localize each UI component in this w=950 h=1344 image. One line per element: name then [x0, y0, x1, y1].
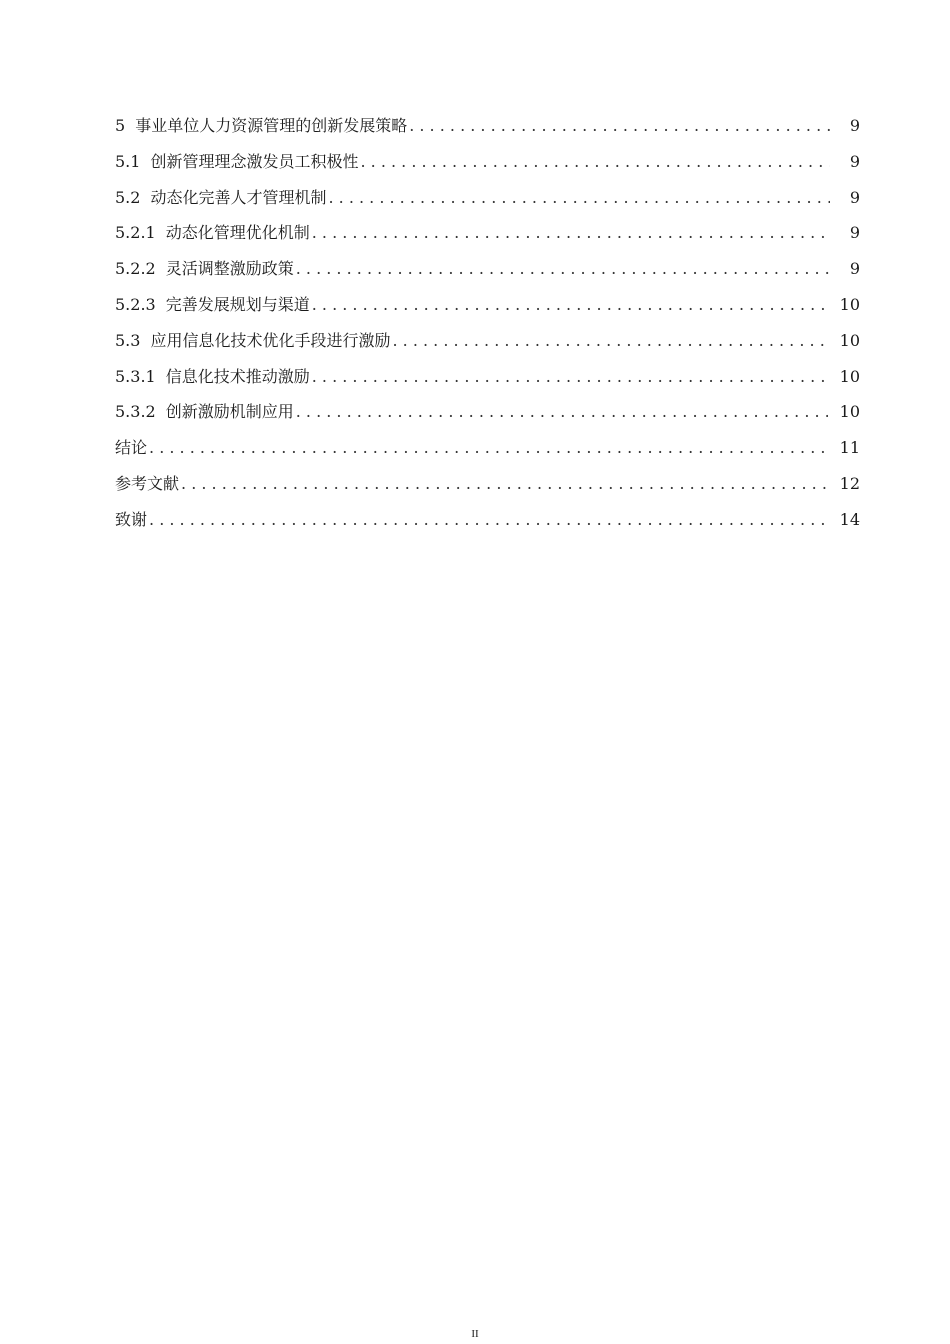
toc-entry-page: 9 [849, 116, 860, 135]
table-of-contents [115, 118, 860, 548]
page-number: II [471, 1328, 479, 1340]
toc-entry-title: 动态化完善人才管理机制 [150, 187, 327, 207]
toc-dot-leader [328, 190, 830, 206]
toc-entry-title: 参考文献 [115, 473, 180, 493]
toc-dot-leader [149, 512, 828, 528]
toc-entry-number: 5.3 [115, 330, 141, 350]
toc-entry-page: 9 [849, 223, 860, 243]
toc-entry[interactable] [115, 261, 860, 297]
toc-entry-title: 结论 [115, 438, 148, 458]
toc-entry-title: 信息化技术推动激励 [165, 366, 310, 386]
toc-dot-leader [312, 225, 830, 241]
toc-entry[interactable] [115, 151, 860, 190]
toc-dot-leader [149, 440, 828, 456]
toc-entry-page: 9 [849, 151, 860, 171]
toc-entry[interactable] [115, 509, 860, 548]
toc-entry-page: 10 [839, 402, 860, 422]
toc-entry-page: 9 [849, 259, 860, 279]
toc-entry-number: 5.2 [115, 187, 141, 207]
toc-entry-number: 5.2.3 [115, 294, 156, 314]
toc-entry-title: 应用信息化技术优化手段进行激励 [150, 330, 391, 350]
toc-entry-number: 5.3.2 [115, 402, 156, 422]
toc-dot-leader [181, 476, 828, 492]
toc-entry-title: 创新管理理念激发员工积极性 [150, 151, 359, 171]
toc-entry[interactable] [115, 118, 860, 154]
toc-entry[interactable] [115, 225, 860, 261]
toc-entry-page: 11 [839, 438, 860, 458]
toc-entry-page: 10 [839, 294, 860, 314]
toc-entry[interactable] [115, 473, 860, 512]
toc-entry-number: 5 [115, 116, 126, 135]
toc-dot-leader [392, 333, 827, 349]
toc-entry-title: 致谢 [115, 509, 148, 529]
toc-dot-leader [312, 369, 828, 385]
toc-dot-leader [296, 404, 828, 420]
toc-entry[interactable] [115, 294, 860, 333]
toc-entry-title: 动态化管理优化机制 [165, 223, 310, 243]
toc-entry-page: 10 [839, 366, 860, 386]
toc-entry-page: 10 [839, 330, 860, 350]
toc-entry-number: 5.1 [115, 151, 141, 171]
toc-entry[interactable] [115, 330, 860, 369]
toc-entry-title: 完善发展规划与渠道 [165, 294, 310, 314]
toc-entry-title: 事业单位人力资源管理的创新发展策略 [135, 116, 408, 135]
toc-dot-leader [360, 154, 830, 170]
toc-dot-leader [312, 297, 828, 313]
toc-entry-page: 12 [839, 473, 860, 493]
toc-dot-leader [296, 261, 830, 277]
toc-entry[interactable] [115, 187, 860, 226]
toc-entry-title: 灵活调整激励政策 [165, 259, 294, 279]
toc-entry-title: 创新激励机制应用 [165, 402, 294, 422]
toc-entry[interactable] [115, 440, 860, 476]
toc-entry-page: 14 [839, 509, 860, 529]
toc-entry-number: 5.2.2 [115, 259, 156, 279]
toc-entry-number: 5.2.1 [115, 223, 156, 243]
toc-entry-page: 9 [849, 187, 860, 207]
toc-entry-number: 5.3.1 [115, 366, 156, 386]
toc-dot-leader [409, 118, 830, 134]
toc-entry[interactable] [115, 404, 860, 440]
toc-entry[interactable] [115, 366, 860, 405]
